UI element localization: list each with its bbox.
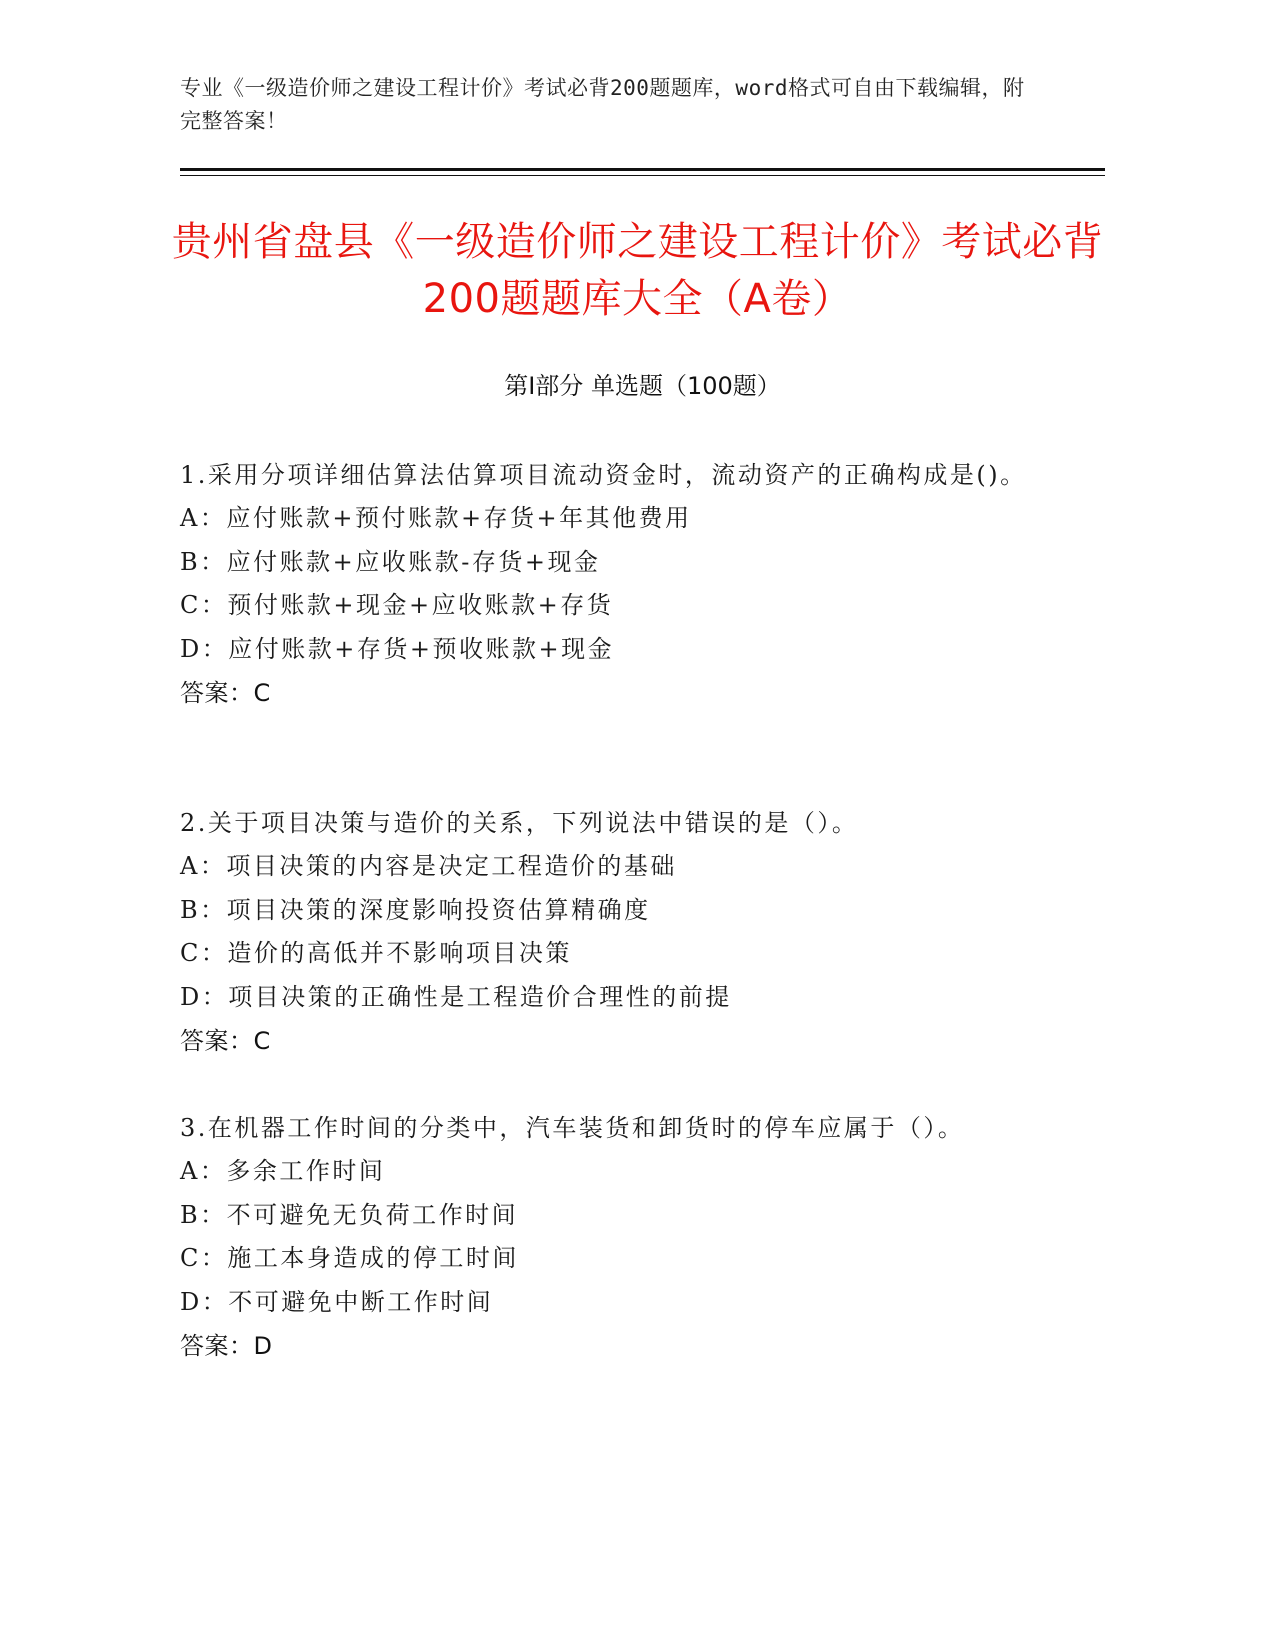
question-stem: 1.采用分项详细估算法估算项目流动资金时，流动资产的正确构成是()。	[180, 461, 1027, 489]
option-a: A：应付账款+预付账款+存货+年其他费用	[180, 504, 692, 532]
option-d: D：应付账款+存货+预收账款+现金	[180, 634, 615, 663]
answer: 答案：C	[180, 679, 271, 707]
option-d: D：项目决策的正确性是工程造价合理性的前提	[180, 982, 732, 1011]
option-b: B：不可避免无负荷工作时间	[180, 1200, 519, 1229]
option-a: A：项目决策的内容是决定工程造价的基础	[180, 852, 677, 880]
section-heading: 第Ⅰ部分 单选题（100题）	[504, 372, 781, 400]
question-stem: 2.关于项目决策与造价的关系，下列说法中错误的是（）。	[180, 809, 859, 837]
option-c: C：施工本身造成的停工时间	[180, 1244, 519, 1272]
option-c: C：造价的高低并不影响项目决策	[180, 939, 572, 967]
question-2	[180, 801, 1080, 1063]
option-b: B：应付账款+应收账款-存货+现金	[180, 547, 601, 576]
option-b: B：项目决策的深度影响投资估算精确度	[180, 895, 651, 924]
answer: 答案：C	[180, 1027, 271, 1055]
header-rule-thick	[180, 168, 1105, 171]
option-c: C：预付账款+现金+应收账款+存货	[180, 591, 614, 619]
header-note: 专业《一级造价师之建设工程计价》考试必背200题题库，word格式可自由下载编辑，附完整答案！	[180, 76, 1025, 133]
header-rule-thin	[180, 175, 1105, 176]
question-3	[180, 1106, 1080, 1368]
document-title: 贵州省盘县《一级造价师之建设工程计价》考试必背200题题库大全（A卷）	[171, 219, 1104, 322]
option-a: A：多余工作时间	[180, 1157, 386, 1185]
question-1	[180, 453, 1080, 715]
option-d: D：不可避免中断工作时间	[180, 1287, 494, 1316]
question-stem: 3.在机器工作时间的分类中，汽车装货和卸货时的停车应属于（）。	[180, 1114, 965, 1142]
answer: 答案：D	[180, 1332, 273, 1360]
